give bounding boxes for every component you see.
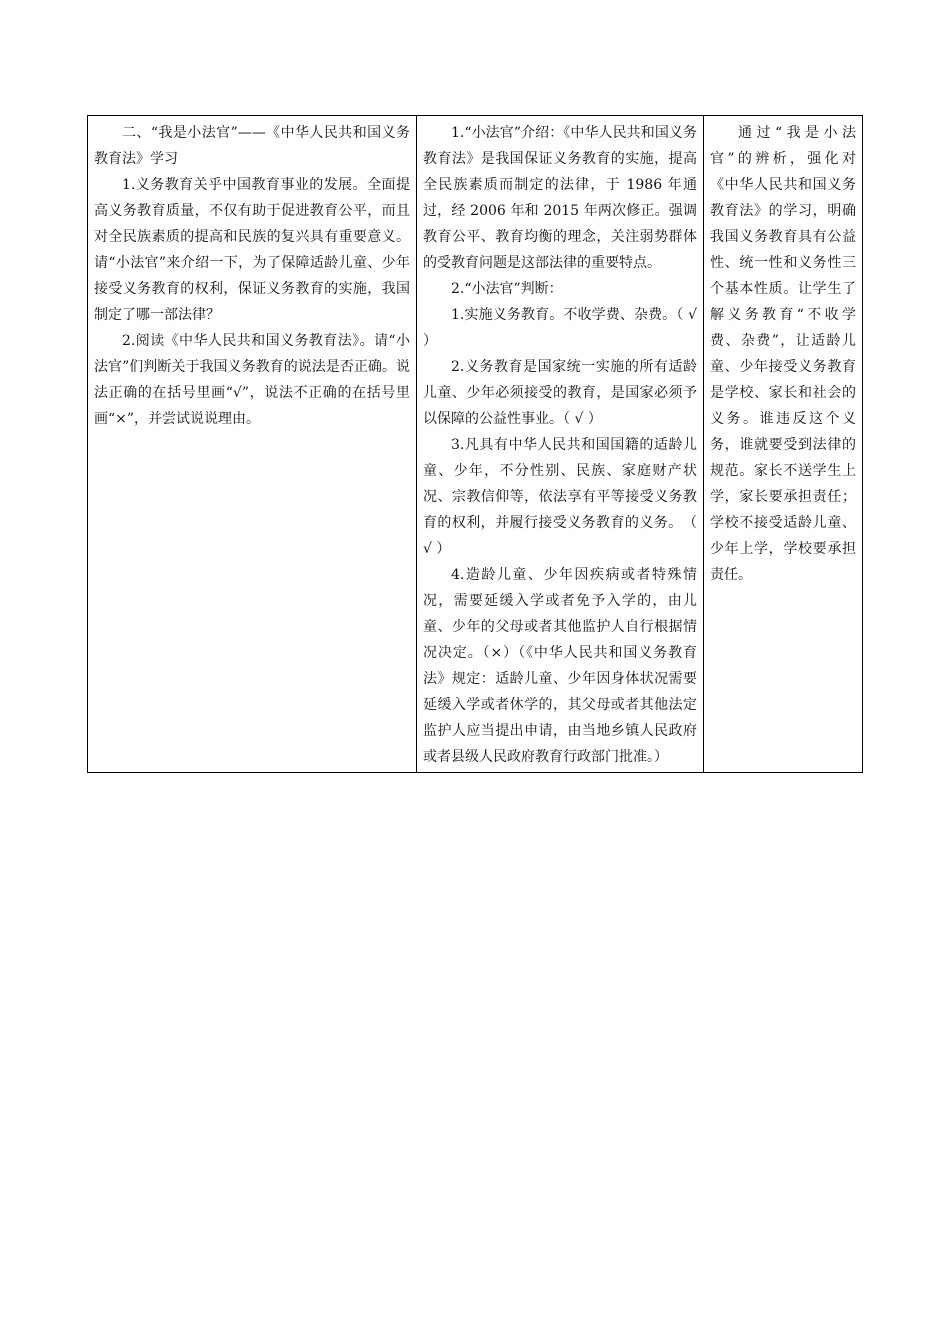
purpose-text: 通过“我是小法官”的辨析，强化对《中华人民共和国义务教育法》的学习，明确我国义务教育具有公益性、统一性和义务性三个基本性质。让学生了解义务教育“不收学费、杂费”，让适龄儿童、少年接受义务教育是学校、家长和社会的义务。谁违反这个义务，谁就要受到法律的规范。家长不送学生上学，家长要承担责任；学校不接受适龄儿童、少年上学，学校要承担责任。	[710, 125, 856, 583]
answer-intro: 1.“小法官”介绍：《中华人民共和国义务教育法》是我国保证义务教育的实施，提高全民族素质而制定的法律，于 1986 年通过，经 2006 年和 2015 年两次修正。强调教育公平、教育均衡的理念，关注弱势群体的受教育问题是这部法律的重要特点。	[423, 125, 697, 271]
section-heading: 二、“我是小法官”——《中华人民共和国义务教育法》学习	[94, 125, 410, 167]
judgement-item-3: 3.凡具有中华人民共和国国籍的适龄儿童、少年，不分性别、民族、家庭财产状况、宗教信仰等，依法享有平等接受义务教育的权利，并履行接受义务教育的义务。 （ √ ）	[423, 437, 697, 557]
judgement-item-4: 4.造龄儿童、少年因疾病或者特殊情况，需要延缓入学或者免予入学的，由儿童、少年的父母或者其他监护人自行根据情况决定。（×）（《中华人民共和国义务教育法》规定：适龄儿童、少年因身体状况需要延缓入学或者休学的，其父母或者其他法定监护人应当提出申请，由当地乡镇人民政府或者县级人民政府教育行政部门批准。）	[423, 567, 697, 765]
activity-cell	[88, 116, 417, 773]
lesson-table	[87, 115, 863, 773]
judgement-item-2: 2.义务教育是国家统一实施的所有适龄儿童、少年必须接受的教育，是国家必须予以保障的公益性事业。（ √ ）	[423, 359, 697, 427]
question-1: 1.义务教育关乎中国教育事业的发展。全面提高义务教育质量，不仅有助于促进教育公平，而且对全民族素质的提高和民族的复兴具有重要意义。请“小法官”来介绍一下，为了保障适龄儿童、少年接受义务教育的权利，保证义务教育的实施，我国制定了哪一部法律？	[94, 177, 410, 323]
judgement-heading: 2.“小法官”判断：	[451, 281, 563, 297]
table-row	[88, 116, 863, 773]
purpose-cell	[704, 116, 863, 773]
judgement-item-1: 1.实施义务教育。不收学费、杂费。（ √ ）	[423, 307, 697, 349]
question-2: 2.阅读《中华人民共和国义务教育法》。请“小法官”们判断关于我国义务教育的说法是否正确。说法正确的在括号里画“√”，说法不正确的在括号里画“×”，并尝试说说理由。	[94, 333, 410, 427]
answer-cell	[417, 116, 704, 773]
